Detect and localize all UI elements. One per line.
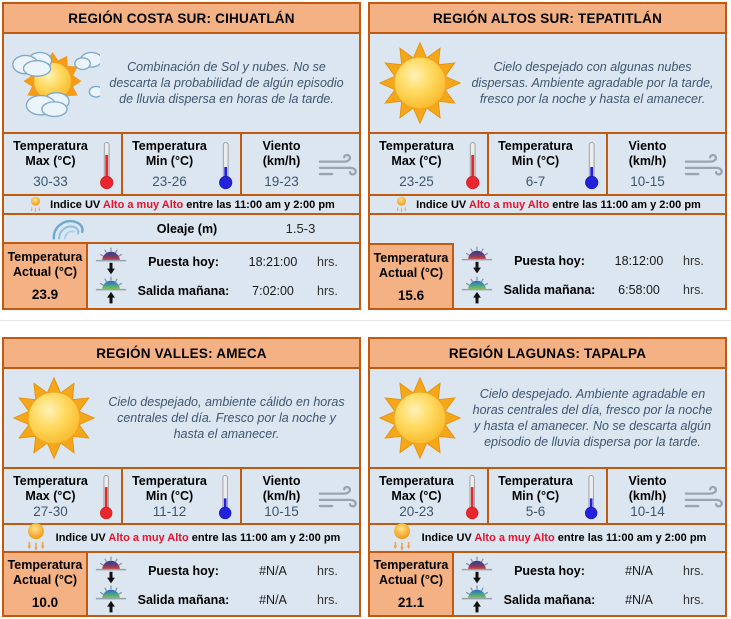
- current-temp-value: 10.0: [31, 594, 59, 610]
- wind-value: 10-15: [264, 504, 299, 519]
- temp-max-cell: [370, 469, 487, 523]
- temp-min-cell: [121, 469, 240, 523]
- thermometer-max-icon: [93, 139, 119, 190]
- uv-index-text: Indice UV Alto a muy Alto entre las 11:00 am y 2:00 pm: [50, 198, 335, 211]
- sunset-label: Puesta hoy:: [148, 563, 219, 578]
- wave-icon: [4, 216, 132, 241]
- temp-min-label: Temperatura Min (°C): [498, 474, 573, 503]
- uv-level: Alto a muy Alto: [102, 198, 184, 211]
- sunset-icon: [88, 247, 134, 276]
- sunrise-row: Salida mañana: #N/A hrs.: [454, 585, 725, 614]
- uv-sun-icon: [23, 524, 49, 552]
- wind-label: Viento (km/h): [628, 474, 667, 503]
- temp-max-value: 20-23: [399, 504, 434, 519]
- temp-max-label: Temperatura Max (°C): [13, 474, 88, 503]
- uv-sun-icon: [28, 196, 43, 213]
- swell-label: Oleaje (m): [156, 221, 218, 236]
- current-temp-cell: [4, 553, 88, 615]
- current-temp-label: Temperatura Actual (°C): [373, 250, 449, 280]
- wind-cell: [240, 469, 359, 523]
- wind-icon: [683, 474, 723, 519]
- sunrise-row: Salida mañana: #N/A hrs.: [88, 585, 359, 614]
- temp-max-cell: [4, 469, 121, 523]
- sunrise-icon: [454, 276, 500, 305]
- sun-icon: [370, 369, 470, 467]
- thermometer-min-icon: [212, 474, 238, 519]
- temp-max-value: 27-30: [33, 504, 68, 519]
- current-temp-label: Temperatura Actual (°C): [7, 249, 83, 279]
- sunset-row: Puesta hoy: #N/A hrs.: [454, 556, 725, 585]
- temp-min-label: Temperatura Min (°C): [132, 139, 207, 168]
- temp-min-cell: [121, 134, 240, 194]
- uv-level: Alto a muy Alto: [108, 532, 189, 544]
- forecast-description: Cielo despejado, ambiente cálido en horas centrales del día. Fresco por la noche y hasta el amanecer.: [108, 395, 345, 441]
- spreadsheet-gridline: [0, 320, 731, 321]
- thermometer-max-icon: [93, 474, 119, 519]
- thermometer-min-icon: [578, 139, 604, 190]
- temp-min-value: 11-12: [152, 504, 187, 519]
- sun-icon: [4, 369, 104, 467]
- empty-row: [370, 215, 725, 243]
- sun-icon: [370, 34, 470, 132]
- sunrise-time: #N/A: [259, 592, 287, 607]
- region-title: REGIÓN VALLES: AMECA: [96, 345, 267, 361]
- uv-level: Alto a muy Alto: [468, 198, 550, 211]
- sunset-icon: [454, 246, 500, 275]
- wind-cell: [606, 134, 725, 194]
- uv-index-row: [4, 194, 359, 213]
- sunset-row: Puesta hoy: 18:21:00 hrs.: [88, 247, 359, 276]
- sunset-label: Puesta hoy:: [514, 563, 585, 578]
- temp-min-value: 23-26: [152, 174, 187, 189]
- sunrise-row: Salida mañana: 6:58:00 hrs.: [454, 276, 725, 305]
- region-card-valles: [2, 337, 361, 617]
- sunrise-time: #N/A: [625, 592, 653, 607]
- current-temp-cell: [4, 244, 88, 308]
- current-temp-value: 21.1: [397, 594, 425, 610]
- temp-min-value: 6-7: [525, 174, 546, 189]
- region-title-bar: [370, 339, 725, 369]
- sunset-time: #N/A: [625, 563, 653, 578]
- sunset-time: #N/A: [259, 563, 287, 578]
- region-title: REGIÓN COSTA SUR: CIHUATLÁN: [68, 10, 295, 26]
- uv-index-text: Indice UV Alto a muy Alto entre las 11:00 am y 2:00 pm: [416, 198, 701, 211]
- uv-index-row: [370, 194, 725, 213]
- wind-icon: [317, 474, 357, 519]
- current-temp-cell: [370, 553, 454, 615]
- forecast-description: Combinación de Sol y nubes. No se descarta la probabilidad de algún episodio de lluvia dispersa en horas de la tarde.: [109, 60, 344, 106]
- temp-max-label: Temperatura Max (°C): [13, 139, 88, 168]
- sunset-label: Puesta hoy:: [148, 254, 219, 269]
- sunrise-row: Salida mañana: 7:02:00 hrs.: [88, 276, 359, 305]
- wind-cell: [606, 469, 725, 523]
- sunset-icon: [88, 556, 134, 585]
- thermometer-max-icon: [459, 474, 485, 519]
- temp-max-cell: [4, 134, 121, 194]
- temp-max-label: Temperatura Max (°C): [379, 474, 454, 503]
- wind-value: 10-15: [630, 174, 665, 189]
- wind-label: Viento (km/h): [628, 139, 667, 168]
- temp-max-label: Temperatura Max (°C): [379, 139, 454, 168]
- region-card-costa-sur: [2, 2, 361, 310]
- region-title-bar: [4, 339, 359, 369]
- sunset-row: Puesta hoy: 18:12:00 hrs.: [454, 246, 725, 275]
- wind-value: 19-23: [264, 174, 299, 189]
- sunrise-icon: [454, 585, 500, 614]
- current-temp-cell: [370, 243, 454, 308]
- temp-min-label: Temperatura Min (°C): [132, 474, 207, 503]
- sunrise-label: Salida mañana:: [137, 283, 230, 298]
- thermometer-max-icon: [459, 139, 485, 190]
- region-title-bar: [4, 4, 359, 34]
- temp-max-value: 30-33: [33, 174, 68, 189]
- temp-min-cell: [487, 469, 606, 523]
- wind-value: 10-14: [630, 504, 665, 519]
- sunset-icon: [454, 556, 500, 585]
- region-title-bar: [370, 4, 725, 34]
- current-temp-label: Temperatura Actual (°C): [7, 558, 83, 588]
- region-card-lagunas: [368, 337, 727, 617]
- sunrise-icon: [88, 585, 134, 614]
- uv-index-row: [4, 523, 359, 551]
- wind-label: Viento (km/h): [262, 474, 301, 503]
- uv-index-text: Indice UV Alto a muy Alto entre las 11:00 am y 2:00 pm: [55, 532, 341, 544]
- sunrise-icon: [88, 276, 134, 305]
- sunset-row: Puesta hoy: #N/A hrs.: [88, 556, 359, 585]
- wind-label: Viento (km/h): [262, 139, 301, 168]
- sun-clouds-icon: [4, 34, 104, 132]
- weather-dashboard: [2, 2, 727, 617]
- temp-min-value: 5-6: [525, 504, 546, 519]
- swell-value: 1.5-3: [285, 221, 316, 236]
- wind-icon: [683, 139, 723, 190]
- thermometer-min-icon: [578, 474, 604, 519]
- sunrise-time: 7:02:00: [252, 283, 294, 298]
- current-temp-value: 23.9: [31, 287, 59, 303]
- temp-max-cell: [370, 134, 487, 194]
- sunrise-time: 6:58:00: [618, 283, 660, 298]
- temp-min-cell: [487, 134, 606, 194]
- sunset-time: 18:12:00: [614, 253, 664, 268]
- uv-sun-icon: [389, 524, 415, 552]
- region-title: REGIÓN ALTOS SUR: TEPATITLÁN: [432, 10, 663, 26]
- sunrise-label: Salida mañana:: [137, 592, 230, 607]
- temp-max-value: 23-25: [399, 174, 434, 189]
- region-card-altos-sur: [368, 2, 727, 310]
- forecast-description: Cielo despejado con algunas nubes dispersas. Ambiente agradable por la tarde, fresco por la noche y hasta el amanecer.: [471, 60, 714, 106]
- wind-icon: [317, 139, 357, 190]
- uv-index-row: [370, 523, 725, 551]
- uv-sun-icon: [394, 196, 409, 213]
- uv-index-text: Indice UV Alto a muy Alto entre las 11:00 am y 2:00 pm: [421, 532, 707, 544]
- sunrise-label: Salida mañana:: [503, 592, 596, 607]
- region-title: REGIÓN LAGUNAS: TAPALPA: [448, 345, 647, 361]
- uv-level: Alto a muy Alto: [474, 532, 555, 544]
- forecast-description: Cielo despejado. Ambiente agradable en horas centrales del día, fresco por la noche y hasta el amanecer. No se descarta algún episodio de lluvia dispersa por la tarde.: [472, 387, 713, 449]
- current-temp-label: Temperatura Actual (°C): [373, 558, 449, 588]
- sunrise-label: Salida mañana:: [503, 283, 596, 298]
- current-temp-value: 15.6: [397, 287, 425, 303]
- thermometer-min-icon: [212, 139, 238, 190]
- temp-min-label: Temperatura Min (°C): [498, 139, 573, 168]
- sunset-label: Puesta hoy:: [514, 253, 585, 268]
- wind-cell: [240, 134, 359, 194]
- sunset-time: 18:21:00: [248, 254, 298, 269]
- swell-row: [4, 213, 359, 242]
